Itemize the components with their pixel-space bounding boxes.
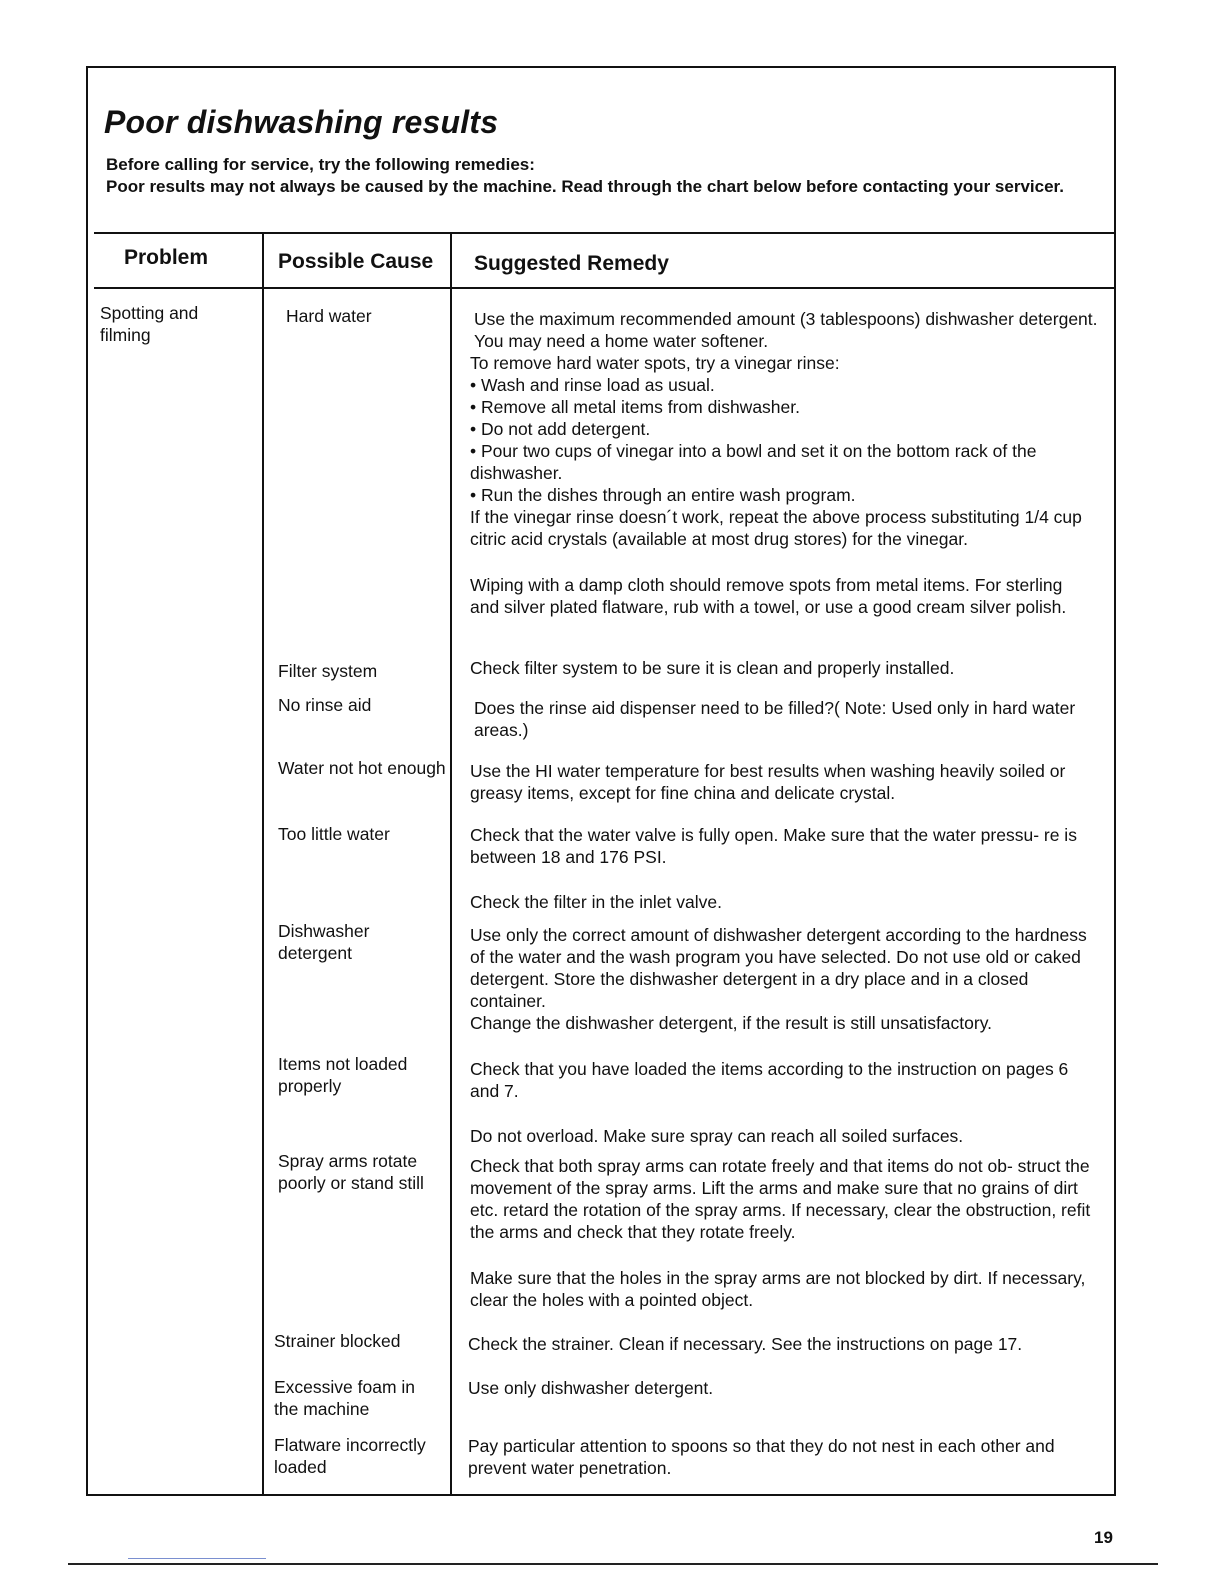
remedy-vinegar-rinse: [470, 352, 1095, 550]
remedy-vinegar-step: • Wash and rinse load as usual.: [470, 375, 715, 395]
cause-spray-arms: Spray arms rotate poorly or stand still: [278, 1151, 424, 1193]
cause-strainer-blocked: Strainer blocked: [274, 1331, 401, 1351]
header-suggested-remedy: Suggested Remedy: [474, 252, 669, 275]
remedy-hard-water: [474, 308, 1099, 352]
remedy-loading: Check that you have loaded the items according to the instruction on pages 6 and 7.: [470, 1059, 1069, 1101]
table-top-rule: [94, 232, 1116, 234]
cause-no-rinse-aid: No rinse aid: [278, 695, 372, 715]
remedy-filter-system: Check filter system to be sure it is clean and properly installed.: [470, 658, 955, 678]
remedy-spray-holes: Make sure that the holes in the spray arms are not blocked by dirt. If necessary, clear the holes with a pointed object.: [470, 1268, 1086, 1310]
cause-too-little-water: Too little water: [278, 824, 390, 844]
remedy-detergent: [470, 924, 1095, 1034]
header-problem: Problem: [124, 246, 209, 269]
remedy-metal-items: Wiping with a damp cloth should remove spots from metal items. For sterling and silver plated flatware, rub with a towel, or use a good cream silver polish.: [470, 575, 1067, 617]
intro-text: [106, 154, 1096, 198]
remedy-detergent-line: Use only the correct amount of dishwasher detergent according to the hardness of the water and the wash program you have selected. Do not use old or caked detergent. Store the dishwasher detergent in a dry place and in a closed container.: [470, 925, 1087, 1011]
remedy-no-rinse-aid: Does the rinse aid dispenser need to be filled?( Note: Used only in hard water areas.): [474, 698, 1076, 740]
page-title: Poor dishwashing results: [104, 104, 499, 140]
footer-accent-rule: [128, 1558, 266, 1559]
footer-rule: [68, 1563, 1158, 1565]
column-divider-2: [450, 232, 452, 1496]
cause-flatware-incorrectly-loaded: Flatware incorrectly loaded: [274, 1435, 426, 1477]
cause-filter-system: Filter system: [278, 661, 378, 681]
cause-hard-water: Hard water: [286, 306, 372, 326]
remedy-vinegar-intro: To remove hard water spots, try a vinegar rinse:: [470, 353, 840, 373]
cause-dishwasher-detergent: Dishwasher detergent: [278, 921, 370, 963]
remedy-citric-acid: If the vinegar rinse doesn´t work, repeat the above process substituting 1/4 cup citric acid crystals (available at most drug stores) for the vinegar.: [470, 507, 1082, 549]
remedy-overload: Do not overload. Make sure spray can reach all soiled surfaces.: [470, 1126, 964, 1146]
intro-line-2: Poor results may not always be caused by the machine. Read through the chart below before contacting your servicer.: [106, 177, 1064, 196]
remedy-spray-arms: Check that both spray arms can rotate freely and that items do not ob- struct the movement of the spray arms. Lift the arms and make sure that no grains of dirt etc. retard the rotation of the spray arms. If necessary, clear the obstruction, refit the arms and check that they rotate freely.: [470, 1156, 1091, 1242]
remedy-vinegar-step: • Run the dishes through an entire wash program.: [470, 485, 856, 505]
troubleshooting-frame: [86, 66, 1116, 1496]
remedy-water-pressure: Check that the water valve is fully open. Make sure that the water pressu- re is between 18 and 176 PSI.: [470, 825, 1077, 867]
remedy-foam: Use only dishwasher detergent.: [468, 1378, 714, 1398]
cause-items-not-loaded: Items not loaded properly: [278, 1054, 408, 1096]
remedy-water-not-hot: Use the HI water temperature for best results when washing heavily soiled or greasy items, except for fine china and delicate crystal.: [470, 761, 1066, 803]
remedy-hard-water-line: Use the maximum recommended amount (3 tablespoons) dishwasher detergent. You may need a home water softener.: [474, 309, 1098, 351]
header-possible-cause: Possible Cause: [278, 250, 434, 273]
remedy-inlet-valve: Check the filter in the inlet valve.: [470, 892, 722, 912]
cause-excessive-foam: Excessive foam in the machine: [274, 1377, 416, 1419]
remedy-detergent-line: Change the dishwasher detergent, if the result is still unsatisfactory.: [470, 1013, 993, 1033]
problem-spotting-filming: Spotting and filming: [100, 303, 199, 345]
remedy-vinegar-step: • Remove all metal items from dishwasher.: [470, 397, 800, 417]
remedy-flatware: Pay particular attention to spoons so that they do not nest in each other and prevent water penetration.: [468, 1436, 1055, 1478]
header-bottom-rule: [94, 287, 1116, 289]
remedy-strainer: Check the strainer. Clean if necessary. See the instructions on page 17.: [468, 1334, 1023, 1354]
cause-water-not-hot: Water not hot enough: [278, 758, 446, 778]
intro-line-1: Before calling for service, try the following remedies:: [106, 155, 535, 174]
remedy-vinegar-step: • Do not add detergent.: [470, 419, 651, 439]
column-divider-1: [262, 232, 264, 1496]
page-number: 19: [1094, 1528, 1113, 1547]
remedy-vinegar-step: • Pour two cups of vinegar into a bowl and set it on the bottom rack of the dishwasher.: [470, 441, 1037, 483]
